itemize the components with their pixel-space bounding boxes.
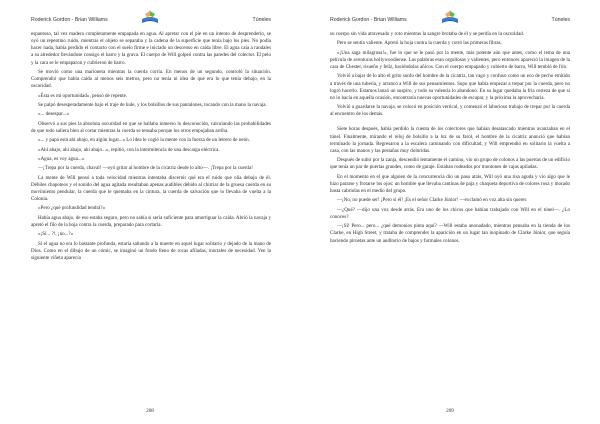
left-page-text bbox=[31, 31, 271, 264]
right-page bbox=[300, 0, 600, 424]
paragraph: «Ésta es mi oportunidad», pensó de repente. bbox=[38, 92, 128, 99]
paragraph: «Ahí abajo, ahí abajo, ahí abajo...», repitió, con la intermitencia de una descarga eléctrica. bbox=[38, 146, 220, 153]
paragraph: «¡Una saga milagrosa!», fue lo que se le pasó por la mente, más potente aún que antes, como el tema de una película de aventuras hollywoodiense. Las palabras eran orgullosas y valientes, pero entonces apareció la imagen de la cara de Chester, risueño y feliz, haciéndolas añicos. Con el cuerpo empapado y cubierto de barro, Will tembló de frío. bbox=[330, 49, 570, 70]
paragraph: —¡Sí! Pero... pero... ¿qué demonios pinta aquí? —Will estaba anonadado, mientras pensaba en la tienda de los Clarke, en High Street, y trataba de comprender la aparición en un lugar tan inopinado de Clarke Júnior, que seguía haciendo piruetas ante un auditorio de bajos y formales colonos. bbox=[330, 223, 570, 244]
paragraph: «... y papá está ahí abajo, en algún lugar...» Lo idea le cogió la mente con la fuerza de un letrero de neón. bbox=[38, 137, 250, 144]
paragraph: espantoso, tal vez madera completamente empapada en agua. Al apretar con el pie en un intento de desprenderlo, se oyó un repentino ruido, mientras el objeto se separaba y la cadena de la superficie que tenía bajo los pies. No podía hacer nada, había perdido el contacto con el suelo firme e iniciado un descenso en caída libre. El agua caía a raudales a su alrededor llevándose consigo el barro y la grava. El cuerpo de Will golpeó contra las paredes del colector. El pelo y la cara se le empaparon y cubrieron de barro. bbox=[31, 31, 271, 66]
paragraph: En el momento en el que alguien de la concurrencia dio un paso atrás, Will oyó una risa aguda y vio algo que le hizo pararse y frotarse los ojos: un hombre que llevaba cantinas de paja y chaqueta deportiva de colores rosa y morado hasta cabriolas en el medio del grupo. bbox=[330, 173, 570, 195]
paragraph: Volvió a bajar de lo alto el grito sordo del hombre de la cicatriz, tan vago y confuso como un eco de pecho emitido a través de una tubería, y arrancó a Will de sus pensamientos. Supo que había empezar a trepar por la cuerda, pero no logró hacerlo. Estamos lanzó un suspiro, y todo su valentía lo abandonó. En su lugar quedaba la fría certeza de que si no lo hacía en aquella ocasión, encontraría nuevas oportunidades de escapar, y la próxima la aprovecharía. bbox=[330, 73, 570, 101]
paragraph: —¡No, no puede ser! ¡Pero si él! ¡Es el señor Clarke Júnior! —exclamó en voz alta sin querer. bbox=[337, 197, 528, 204]
paragraph: Volvió a guardarse la navaja, se colocó en posición vertical, y comenzó el laborioso trabajo de trepar por la cuerda al encuentro de los demás. bbox=[330, 104, 570, 118]
paragraph: Observó a sus pies la absoluta oscuridad en que se hallaba inmerso lo desconocido, calculando las probabilidades de que todo saliera bien al cortar mientras la cuerda se tensaba porque los otros empujaban arriba. bbox=[31, 120, 271, 134]
paragraph: «¡Sí... ?!, ¡no...?» bbox=[38, 231, 74, 238]
paragraph: —¡Trepa por la cuerda, chaval! —oyó gritar al hombre de la cicatriz desde lo alto—. ¡Trepa por la cuerda! bbox=[38, 165, 253, 172]
paragraph: —¿Qué? —dijo una voz desde atrás. Era uno de los chicos que habían trabajado con Will en el túnel—. ¿Lo conoces? bbox=[330, 206, 570, 220]
paragraph: «Agua, es voy agua...» bbox=[38, 155, 85, 162]
paragraph: Si el agua no era lo bastante profunda, estaría saltando a la muerte en aquel lugar solitario y dejado de la mano de Dios. Como en el dibujo de un cómic, se imaginó un fondo lleno de rocas afiladas, mortales de necesidad. Yen la siguiente viñeta aparecía bbox=[31, 240, 271, 261]
paragraph: La mente de Will pensó a toda velocidad mientras intentaba discernir qué era el ruido que olía debajo de él. Débiles chapoteos y el sonido del agua agitada resultaban apenas audibles debido al chirriar de la gruesa cuerda en su movimiento pendular, la cuerda que le quemaba en la cintura, la cuerda de salvación que lo llevaba de vuelta a la Colonia. bbox=[31, 174, 271, 202]
paragraph: «... desespar...» bbox=[38, 111, 69, 118]
paragraph: Se movió como una marioneta mientras la cuerda corría. En menos de un segundo, controló la situación. Comprendió que había caído al menos seis metros, pero no tenía ni idea de qué era lo que tenía debajo, en la oscuridad. bbox=[31, 68, 271, 90]
page-number: 209 bbox=[446, 408, 454, 414]
right-page-text bbox=[330, 31, 570, 247]
paragraph: Después de subir por la zanja, descendió lentamente el camino, vio un grupo de colonos a las puertas de un edificio que tenía un par de puertas grandes, como de garaje. Estaban rodeados por montones de cajas apiladas. bbox=[330, 157, 570, 171]
header-title: Túneles bbox=[551, 17, 570, 23]
book-logo-icon bbox=[139, 8, 161, 26]
header-author: Roderick Gordon - Brian Williams bbox=[31, 17, 108, 23]
paragraph: Había agua abajo, de eso estaba seguro, pero no sabía si sería suficiente para amortiguar la caída. Abrió la navaja y apretó el filo de la hoja contra la cuerda, preparado para cortarla. bbox=[31, 214, 271, 228]
paragraph: Se palpó desesperadamente bajo el traje de hule, y los bolsillos de sus pantalones, tocando con la mano la navaja. bbox=[38, 101, 267, 108]
paragraph: Pero se sentía valiente. Apretó la hoja contra la cuerda y cortó las primeras fibras. bbox=[337, 40, 502, 47]
page-number: 208 bbox=[146, 408, 154, 414]
book-logo-icon bbox=[439, 8, 461, 26]
paragraph: su cuerpo sin vida atravesado y roto mientras la sangre brotaba de él y se perdía en la oscuridad. bbox=[330, 31, 525, 37]
header-author: Roderick Gordon - Brian Williams bbox=[330, 17, 407, 23]
header-title: Túneles bbox=[252, 17, 271, 23]
paragraph: «Pero ¿qué profundidad tendrá?» bbox=[38, 205, 106, 212]
paragraph: Siete horas después, había perdido la cuenta de los colectores que habían desatascado mientras avanzaban en el túnel. Finalmente, mirando el reloj de bolsillo a la luz de su farol, el hombre de la cicatriz anunció que habían terminado la jornada. Regresaron a la escalera caminando con dificultad, y Will emprendió en solitario la vuelta a casa, con las manos y las pestañas muy doloridas. bbox=[330, 126, 570, 154]
